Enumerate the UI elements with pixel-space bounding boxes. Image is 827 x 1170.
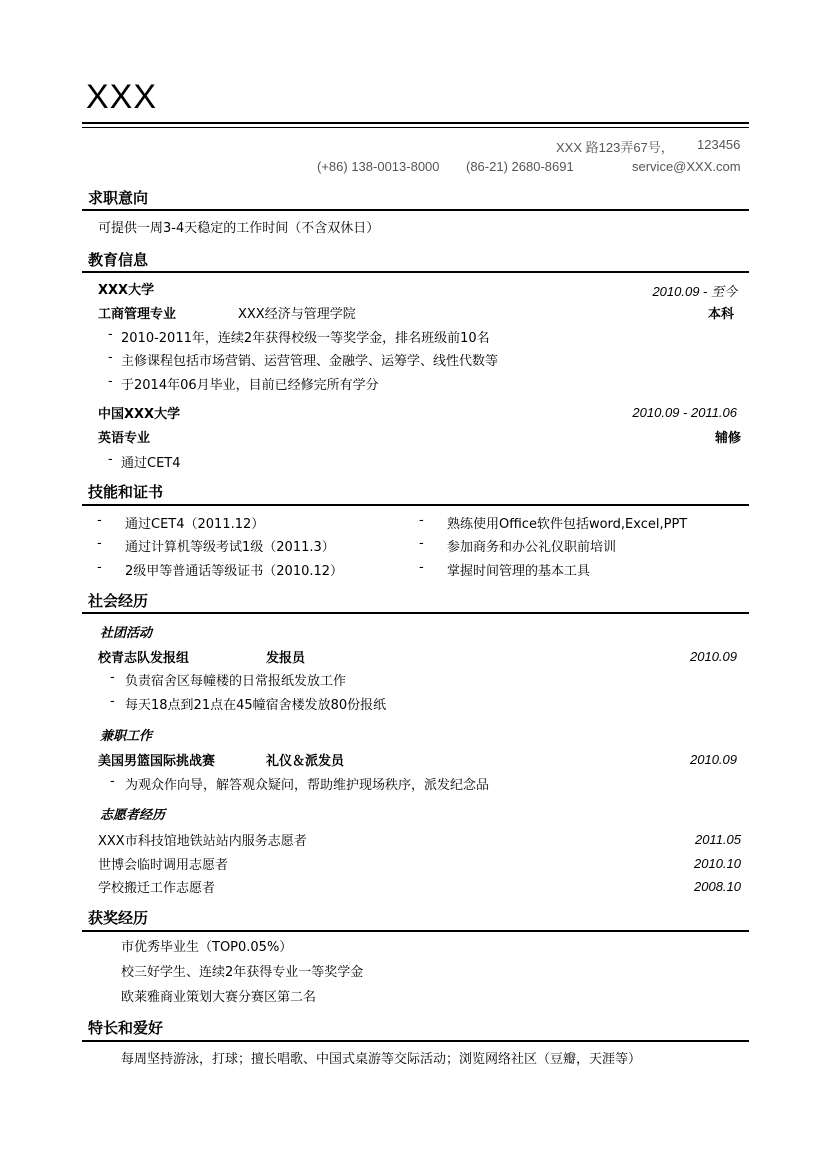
edu-major: 工商管理专业 [98, 307, 177, 322]
contact-postcode: 123456 [697, 137, 741, 152]
bullet-mark: - [110, 670, 115, 685]
bullet-mark: - [419, 536, 424, 551]
skill-item: 通过计算机等级考试1级（2011.3） [125, 540, 335, 555]
social-bullet: 每天18点到21点在45幢宿舍楼发放80份报纸 [125, 698, 387, 713]
section-title-skills: 技能和证书 [88, 483, 164, 501]
social-role: 发报员 [266, 651, 306, 666]
social-org: 校青志队发报组 [98, 651, 190, 666]
section-title-objective: 求职意向 [88, 189, 149, 207]
bullet-mark: - [419, 560, 424, 575]
social-bullet: 负责宿舍区每幢楼的日常报纸发放工作 [125, 674, 347, 689]
bullet-mark: - [110, 774, 115, 789]
award-item: 欧莱雅商业策划大赛分赛区第二名 [121, 990, 317, 1005]
social-role: 礼仪＆派发员 [266, 754, 345, 769]
social-date: 2010.09 [690, 649, 737, 664]
bullet-mark: - [110, 694, 115, 709]
social-category: 兼职工作 [100, 729, 153, 744]
edu-bullet: 通过CET4 [121, 456, 181, 471]
social-date: 2010.09 [690, 752, 737, 767]
section-rule [82, 504, 749, 506]
section-title-social: 社会经历 [88, 592, 149, 610]
award-item: 校三好学生、连续2年获得专业一等奖学金 [121, 965, 364, 980]
header-rule-thin [82, 127, 749, 128]
contact-phone: (86-21) 2680-8691 [466, 159, 574, 174]
edu-major: 英语专业 [98, 431, 151, 446]
volunteer-date: 2008.10 [694, 879, 741, 894]
header-rule-thick [82, 122, 749, 124]
section-title-hobbies: 特长和爱好 [88, 1019, 164, 1037]
bullet-mark: - [108, 327, 113, 342]
section-title-awards: 获奖经历 [88, 909, 149, 927]
hobbies-text: 每周坚持游泳，打球；擅长唱歌、中国式桌游等交际活动；浏览网络社区（豆瓣，天涯等） [121, 1052, 642, 1067]
social-bullet: 为观众作向导，解答观众疑问，帮助维护现场秩序，派发纪念品 [125, 778, 490, 793]
edu-school: 中国XXX大学 [98, 407, 181, 422]
bullet-mark: - [108, 350, 113, 365]
edu-school: XXX大学 [98, 283, 155, 298]
volunteer-item: 学校搬迁工作志愿者 [98, 881, 216, 896]
section-rule [82, 930, 749, 932]
edu-degree: 辅修 [714, 431, 741, 446]
social-category: 社团活动 [100, 626, 153, 641]
skill-item: 2级甲等普通话等级证书（2010.12） [125, 564, 344, 579]
social-category: 志愿者经历 [100, 808, 166, 823]
bullet-mark: - [97, 560, 102, 575]
section-rule [82, 209, 749, 211]
edu-bullet: 于2014年06月毕业，目前已经修完所有学分 [121, 378, 379, 393]
edu-degree: 本科 [707, 307, 734, 322]
skill-item: 通过CET4（2011.12） [125, 517, 265, 532]
volunteer-date: 2010.10 [694, 856, 741, 871]
contact-address: XXX 路123弄67号， [556, 140, 674, 155]
edu-date: 2010.09 - 至今 [652, 284, 737, 299]
bullet-mark: - [108, 452, 113, 467]
skill-item: 参加商务和办公礼仪职前培训 [447, 540, 617, 555]
section-rule [82, 612, 749, 614]
volunteer-date: 2011.05 [694, 832, 741, 847]
section-rule [82, 271, 749, 273]
edu-date: 2010.09 - 2011.06 [632, 405, 737, 420]
bullet-mark: - [108, 374, 113, 389]
volunteer-item: 世博会临时调用志愿者 [98, 858, 229, 873]
contact-mobile: (+86) 138-0013-8000 [317, 159, 440, 174]
contact-email[interactable]: service@XXX.com [632, 159, 741, 174]
section-rule [82, 1040, 749, 1042]
resume-name: XXX [86, 78, 158, 116]
section-title-education: 教育信息 [88, 251, 149, 269]
social-org: 美国男篮国际挑战赛 [98, 754, 216, 769]
skill-item: 掌握时间管理的基本工具 [447, 564, 591, 579]
skill-item: 熟练使用Office软件包括word,Excel,PPT [447, 517, 688, 532]
award-item: 市优秀毕业生（TOP0.05%） [121, 940, 293, 955]
volunteer-item: XXX市科技馆地铁站站内服务志愿者 [98, 834, 307, 849]
bullet-mark: - [97, 513, 102, 528]
bullet-mark: - [97, 536, 102, 551]
edu-college: XXX经济与管理学院 [238, 307, 356, 322]
edu-bullet: 2010-2011年，连续2年获得校级一等奖学金，排名班级前10名 [121, 331, 490, 346]
bullet-mark: - [419, 513, 424, 528]
objective-text: 可提供一周3-4天稳定的工作时间（不含双休日） [98, 221, 380, 236]
edu-bullet: 主修课程包括市场营销、运营管理、金融学、运筹学、线性代数等 [121, 354, 499, 369]
